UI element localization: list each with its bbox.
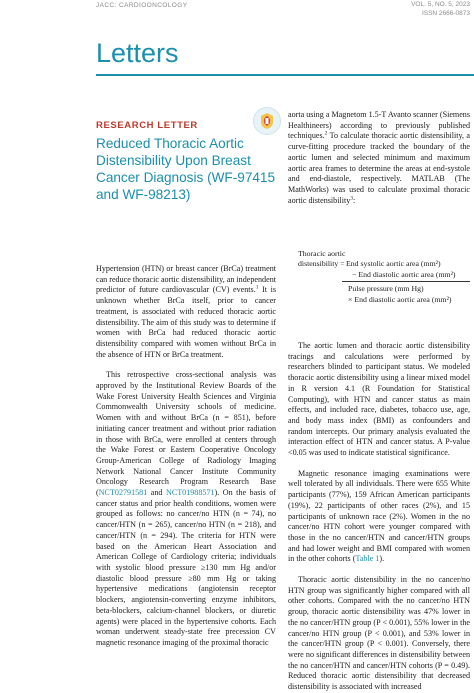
trial-link-2[interactable]: NCT01988571 xyxy=(165,488,215,498)
equation-denominator-1: Pulse pressure (mm Hg) xyxy=(348,284,424,293)
participants-paragraph xyxy=(288,469,470,565)
participants-text: Magnetic resonance imaging examinations were well tolerated by all individuals. There were 655 White participants (77%), 159 African American participants (19%), 22 participants of other races (2%), and 15 participants of unknown race (2%). Women in the no cancer/no HTN cohort were younger compared with those in the no cancer/HTN and cancer/HTN groups and had lower weight and BMI compared with women in the other cohorts ( xyxy=(288,468,470,564)
journal-name: JACC: CARDIOONCOLOGY xyxy=(96,2,188,9)
equation-label-1: Thoracic aortic xyxy=(298,249,346,258)
imaging-paragraph xyxy=(288,110,470,206)
equation-numerator-2: − End diastolic aortic area (mm²) xyxy=(352,270,456,279)
analysis-paragraph: The aortic lumen and thoracic aortic distensibility tracings and calculations were performed by researchers blinded to participant status. We modeled thoracic aortic distensibility using a linear mixed model in R version 4.1 (R Foundation for Statistical Computing), with HTN and cancer status as main effects, and included race, diabetes, tobacco use, age, and body mass index (BMI) as confounders and random intercepts. Our primary analysis evaluated the interaction effect of HTN and cancer status. A P-value <0.05 was used to indicate statistical significance. xyxy=(288,341,470,458)
article-type-label: RESEARCH LETTER xyxy=(96,120,198,131)
methods-text-rest: ). On the basis of cancer status and prior health conditions, women were grouped as follows: no cancer/no HTN (n = 74), no cancer/HTN (n = 265), cancer/no HTN (n = 218), and cancer/HTN (n = 294). The criteria for HTN were based on the American Heart Association and American College of Cardiology criteria; individuals with systolic blood pressure ≥130 mm Hg and/or diastolic blood pressure ≥80 mm Hg or taking hypertensive medications (angiotensin receptor blockers, angiotensin-converting enzyme inhibitors, beta-blockers, calcium-channel blockers, or diuretic agents) were placed in the hypertensive cohorts. Each woman underwent steady-state free precession CV magnetic resonance imaging of the proximal thoracic xyxy=(96,488,276,647)
right-column-top xyxy=(288,110,470,206)
section-divider xyxy=(96,74,474,76)
trial-link-1[interactable]: NCT02791581 xyxy=(98,488,148,498)
intro-text: Hypertension (HTN) or breast cancer (BrCa) treatment can reduce thoracic aortic distensibility, an independent predictor of future cardiovascular (CV) events. xyxy=(96,264,276,295)
imaging-text-mid: To calculate thoracic aortic distensibility, a curve-fitting procedure tracked the boundary of the aortic lumen and selected minimum and maximum aortic area frames to determine the areas at end-systole and end-diastole, respectively. MATLAB (The MathWorks) was used to calculate proximal thoracic aortic distensibility xyxy=(288,131,470,205)
volume-info: VOL. 5, NO. 5, 2023 xyxy=(411,1,470,8)
methods-and: and xyxy=(147,488,166,498)
intro-paragraph xyxy=(96,264,276,360)
imaging-text: aorta using a Magnetom 1.5-T Avanto scanner (Siemens Healthineers) according to previously published techniques. xyxy=(288,110,470,141)
article-title: Reduced Thoracic Aortic Distensibility Upon Breast Cancer Diagnosis (WF-97415 and WF-98213) xyxy=(96,136,276,202)
fraction-bar xyxy=(342,281,470,282)
intro-text-rest: It is unknown whether BrCa itself, prior to cancer treatment, is associated with reduced thoracic aortic distensibility. The aim of this study was to determine if women with BrCa had reduced thoracic aortic distensibility compared with women without BrCa in the absence of HTN or BrCa treatment. xyxy=(96,285,276,359)
equation-label-2: distensibility = xyxy=(298,259,345,268)
methods-paragraph xyxy=(96,370,276,648)
reference-marker[interactable]: 3 xyxy=(350,194,354,201)
section-title: Letters xyxy=(96,38,179,68)
results-paragraph: Thoracic aortic distensibility in the no cancer/no HTN group was significantly higher compared with all other cohorts. Compared with the no cancer/no HTN group, thoracic aortic distensibility was 47% lower in the no cancer/HTN group (P < 0.001), 55% lower in the cancer/no HTN group (P < 0.001), and 53% lower in the cancer/HTN group (P < 0.001). Conversely, there were no significant differences in distensibility between the no cancer/HTN and cancer/HTN cohorts (P = 0.49). Reduced thoracic aortic distensibility that decreased distensibility is associated with increased xyxy=(288,575,470,692)
reference-marker[interactable]: 1 xyxy=(255,284,259,291)
right-column-bottom xyxy=(288,341,470,693)
equation-denominator-2: × End diastolic aortic area (mm²) xyxy=(348,295,452,304)
left-column-body xyxy=(96,264,276,649)
participants-text-end: ). xyxy=(379,554,385,564)
crossmark-icon[interactable] xyxy=(253,107,281,135)
imaging-text-end: : xyxy=(353,195,356,205)
running-header xyxy=(0,0,474,17)
table-1-link[interactable]: Table 1 xyxy=(355,554,380,564)
reference-marker[interactable]: 2 xyxy=(324,130,328,137)
issn-info: ISSN 2666-0873 xyxy=(421,10,470,17)
methods-text: This retrospective cross-sectional analysis was approved by the Institutional Review Boards of the Wake Forest University Health Sciences and Virginia Commonwealth University schools of medicine. Women with and without BrCa (n = 851), before initiating cancer treatment and without prior radiation in those with BrCa, were enrolled at centers through the Wake Forest or Eastern Cooperative Oncology Group-American College of Radiology Imaging Network National Cancer Institute Community Oncology Research Program Research Base ( xyxy=(96,370,276,498)
equation-numerator-1: End systolic aortic area (mm²) xyxy=(346,259,441,268)
